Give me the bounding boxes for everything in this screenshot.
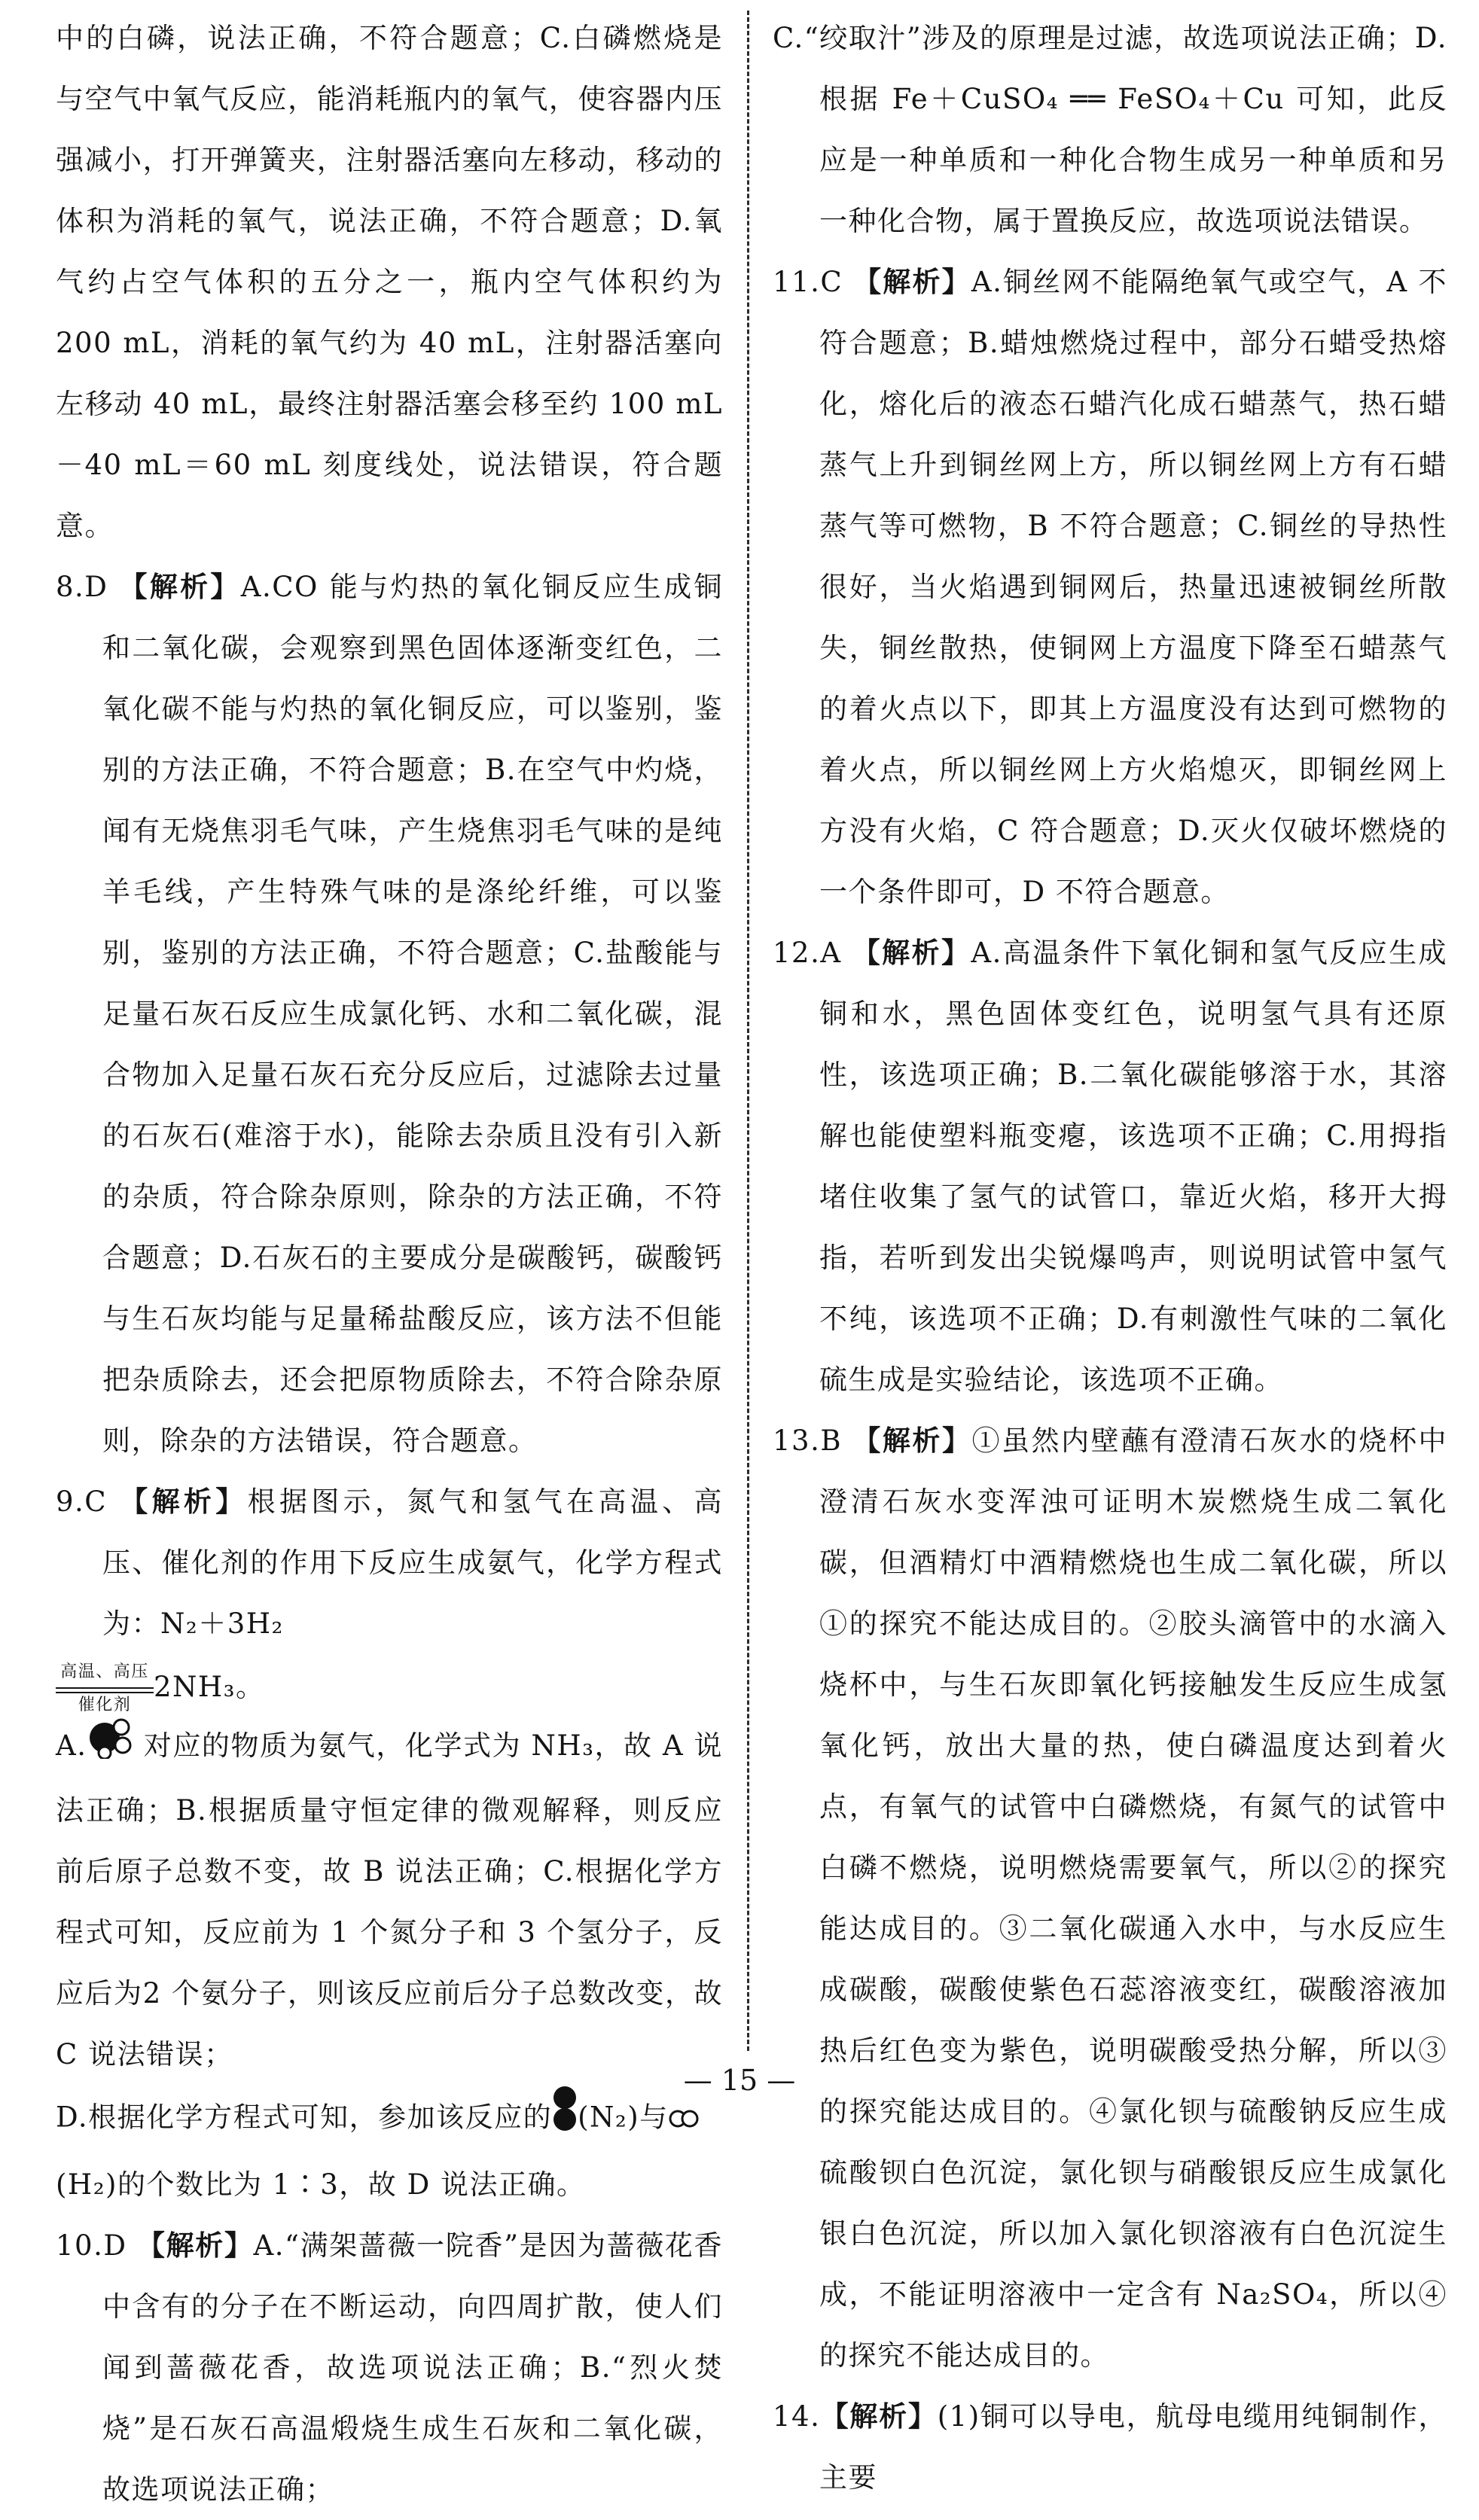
q9-option-a-text: 对应的物质为氨气，化学式为 NH₃，故 A 说法正确；B.根据质量守恒定律的微观解释，则反应前后原子总数不变，故 B 说法正确；C.根据化学方程式可知，反应前为 1 个氮分子和 3 个氢分子，反应后为2 个氨分子，则该反应前后分子总数改变，故 C 说法错误； (56, 1729, 723, 2071)
q14-text: (1)铜可以导电，航母电缆用纯铜制作，主要 (819, 2400, 1447, 2494)
q9-option-a: A. 对应的物质为氨气，化学式为 NH₃，故 A 说法正确；B.根据质量守恒定律的微观解释，则反应前后原子总数不变，故 B 说法正确；C.根据化学方程式可知，反应前为 1 个氮分子和 3 个氢分子，反应后为2 个氨分子，则该反应前后分子总数改变，故 C 说法错误； (56, 1715, 723, 2085)
q11-number: 11.C (773, 266, 843, 298)
q10-analysis-tag: 【解析】 (136, 2228, 254, 2262)
q12-text: A.高温条件下氧化铜和氢气反应生成铜和水，黑色固体变红色，说明氢气具有还原性，该选项正确；B.二氧化碳能够溶于水，其溶解也能使塑料瓶变瘪，该选项不正确；C.用拇指堵住收集了氢气的试管口，靠近火焰，移开大拇指，若听到发出尖锐爆鸣声，则说明试管中氢气不纯，该选项不正确；D.有刺激性气味的二氧化硫生成是实验结论，该选项不正确。 (819, 937, 1447, 1396)
q11-analysis-tag: 【解析】 (853, 265, 971, 298)
q11-answer (773, 251, 1447, 922)
q8-number: 8.D (56, 571, 108, 603)
q12-analysis-tag: 【解析】 (852, 936, 971, 969)
q10-continuation: C.“绞取汁”涉及的原理是过滤，故选项说法正确；D.根据 Fe＋CuSO₄ ══ FeSO₄＋Cu 可知，此反应是一种单质和一种化合物生成另一种单质和另一种化合物，属于置换反应，故选项说法错误。 (773, 22, 1447, 237)
q10-answer (56, 2215, 723, 2520)
q14-answer (773, 2386, 1447, 2508)
q9-equation-line (56, 1654, 723, 1715)
q13-number: 13.B (773, 1425, 843, 1457)
q10-text: A.“满架蔷薇一院香”是因为蔷薇花香中含有的分子在不断运动，向四周扩散，使人们闻到蔷薇花香，故选项说法正确；B.“烈火焚烧”是石灰石高温煅烧生成生石灰和二氧化碳，故选项说法正确； (102, 2229, 724, 2506)
q8-analysis-tag: 【解析】 (119, 570, 241, 603)
q11-text: A.铜丝网不能隔绝氧气或空气，A 不符合题意；B.蜡烛燃烧过程中，部分石蜡受热熔化，熔化后的液态石蜡汽化成石蜡蒸气，热石蜡蒸气上升到铜丝网上方，所以铜丝网上方有石蜡蒸气等可燃物，B 不符合题意；C.铜丝的导热性很好，当火焰遇到铜网后，热量迅速被铜丝所散失，铜丝散热，使铜网上方温度下降至石蜡蒸气的着火点以下，即其上方温度没有达到可燃物的着火点，所以铜丝网上方火焰熄灭，即铜丝网上方没有火焰，C 符合题意；D.灭火仅破坏燃烧的一个条件即可，D 不符合题意。 (819, 266, 1448, 908)
q13-answer (773, 1410, 1447, 2386)
q10-number: 10.D (56, 2229, 127, 2262)
q7-continuation: 中的白磷，说法正确，不符合题意；C.白磷燃烧是与空气中氧气反应，能消耗瓶内的氧气，使容器内压强减小，打开弹簧夹，注射器活塞向左移动，移动的体积为消耗的氧气，说法正确，不符合题意；D.氧气约占空气体积的五分之一，瓶内空气体积约为 200 mL，消耗的氧气约为 40 mL，注射器活塞向左移动 40 mL，最终注射器活塞会移至约 100 mL－40 mL＝60 mL 刻度线处，说法错误，符合题意。 (56, 22, 723, 542)
q12-number: 12.A (773, 937, 842, 969)
ammonia-molecule-icon (87, 1717, 133, 1780)
q9-number: 9.C (56, 1485, 108, 1518)
q8-text: A.CO 能与灼热的氧化铜反应生成铜和二氧化碳，会观察到黑色固体逐渐变红色，二氧化碳不能与灼热的氧化铜反应，可以鉴别，鉴别的方法正确，不符合题意；B.在空气中灼烧，闻有无烧焦羽毛气味，产生烧焦羽毛气味的是纯羊毛线，产生特殊气味的是涤纶纤维，可以鉴别，鉴别的方法正确，不符合题意；C.盐酸能与足量石灰石反应生成氯化钙、水和二氧化碳，混合物加入足量石灰石充分反应后，过滤除去过量的石灰石(难溶于水)，能除去杂质且没有引入新的杂质，符合除杂原则，除杂的方法正确，不符合题意；D.石灰石的主要成分是碳酸钙，碳酸钙与生石灰均能与足量稀盐酸反应，该方法不但能把杂质除去，还会把原物质除去，不符合除杂原则，除杂的方法错误，符合题意。 (102, 571, 724, 1457)
q9-answer (56, 1471, 723, 1654)
condition-top: 高温、高压 (60, 1662, 149, 1681)
equation-product: 2NH₃。 (154, 1671, 265, 1703)
q9-text: 根据图示，氮气和氢气在高温、高压、催化剂的作用下反应生成氨气，化学方程式为：N₂＋3H₂ (102, 1485, 724, 1640)
q14-analysis-tag: 【解析】 (820, 2400, 938, 2433)
page-number: — 15 — (683, 2064, 796, 2097)
left-column (56, 8, 723, 2520)
q14-number: 14. (773, 2400, 821, 2433)
right-column (773, 8, 1447, 2508)
q13-text: ①虽然内壁蘸有澄清石灰水的烧杯中澄清石灰水变浑浊可证明木炭燃烧生成二氧化碳，但酒精灯中酒精燃烧也生成二氧化碳，所以①的探究不能达成目的。②胶头滴管中的水滴入烧杯中，与生石灰即氧化钙接触发生反应生成氢氧化钙，放出大量的热，使白磷温度达到着火点，有氧气的试管中白磷燃烧，有氮气的试管中白磷不燃烧，说明燃烧需要氧气，所以②的探究能达成目的。③二氧化碳通入水中，与水反应生成碳酸，碳酸使紫色石蕊溶液变红，碳酸溶液加热后红色变为紫色，说明碳酸受热分解，所以③的探究能达成目的。④氯化钡与硫酸钠反应生成硫酸钡白色沉淀，氯化钡与硝酸银反应生成氯化银白色沉淀，所以加入氯化钡溶液有白色沉淀生成，不能证明溶液中一定含有 Na₂SO₄，所以④的探究不能达成目的。 (819, 1425, 1447, 2372)
q9-option-d: D.根据化学方程式可知，参加该反应的 (N₂)与 (H₂)的个数比为 1∶3，故 D 说法正确。 (56, 2085, 723, 2215)
q8-answer (56, 556, 723, 1471)
q12-answer (773, 922, 1447, 1410)
column-divider (747, 11, 749, 2051)
condition-bottom: 催化剂 (78, 1695, 132, 1714)
q13-analysis-tag: 【解析】 (852, 1424, 972, 1457)
q9-analysis-tag: 【解析】 (120, 1485, 248, 1518)
reaction-condition (56, 1662, 154, 1714)
